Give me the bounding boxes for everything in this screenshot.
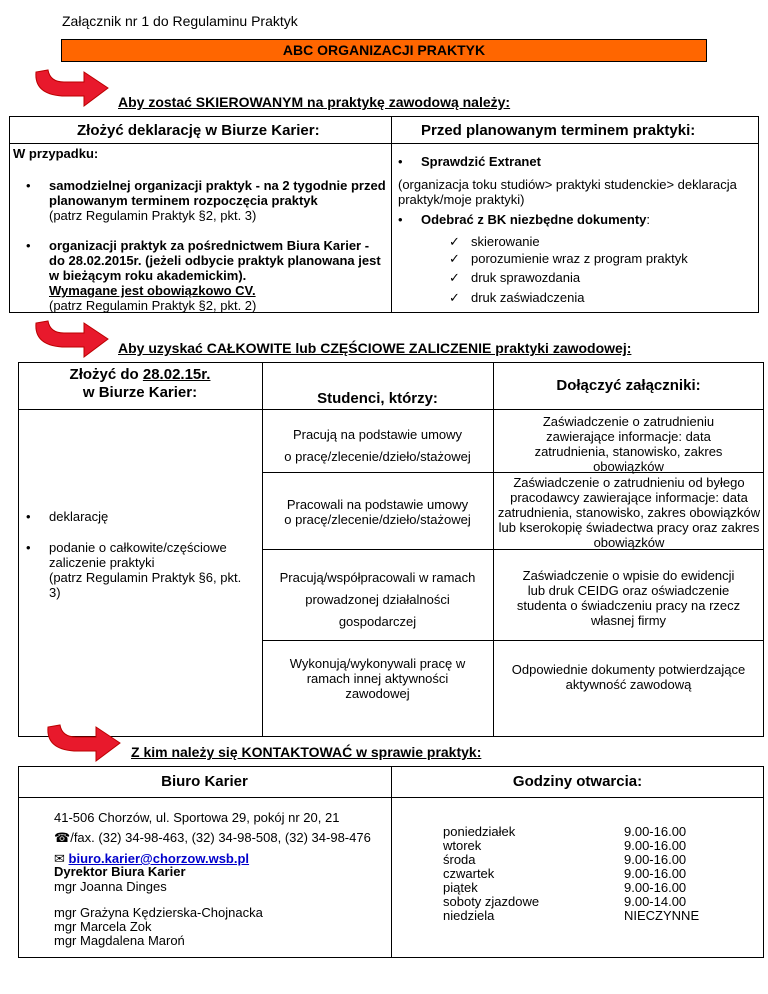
s1-left-item-1: samodzielnej organizacji praktyk - na 2 tygodnie przed planowanym terminem rozpoczęcia praktyk (patrz Regulamin Praktyk §2, pkt. 3): [49, 178, 386, 223]
bullet-icon: •: [26, 178, 31, 193]
page-title: ABC ORGANIZACJI PRAKTYK: [282, 42, 486, 58]
bullet-icon: •: [398, 154, 403, 169]
s1-check-item: skierowanie: [471, 234, 540, 249]
s1-check-item: druk zaświadczenia: [471, 290, 585, 305]
s2-row-students: Pracowali na podstawie umowy o pracę/zlecenie/dzieło/stażowej: [284, 497, 471, 527]
arrow-icon: [44, 721, 122, 765]
s3-right-header: Godziny otwarcia:: [512, 773, 643, 790]
opening-days: poniedziałek wtorek środa czwartek piątek soboty zjazdowe niedziela: [443, 824, 540, 923]
s2-row-students: Pracują/współpracowali w ramach prowadzonej działalności gospodarczej: [279, 570, 476, 629]
s1-right-item-1: Sprawdzić Extranet: [421, 154, 541, 169]
s1-left-item-2: organizacji praktyk za pośrednictwem Biura Karier - do 28.02.2015r. (jeżeli odbycie praktyk planowana jest w bieżącym roku akademickim). Wymagane jest obowiązkowo CV. (patrz Regulamin Praktyk §2, pkt. 2): [49, 238, 381, 313]
staff-name: mgr Grażyna Kędzierska-Chojnacka: [54, 905, 263, 920]
s1-check-item: druk sprawozdania: [471, 270, 581, 285]
check-icon: ✓: [449, 234, 460, 249]
opening-hours: 9.00-16.00 9.00-16.00 9.00-16.00 9.00-16.00 9.00-16.00 9.00-14.00 NIECZYNNE: [624, 824, 700, 923]
s2-col1-item: deklarację: [49, 509, 109, 524]
section2-heading: Aby uzyskać CAŁKOWITE lub CZĘŚCIOWE ZALICZENIE praktyki zawodowej:: [118, 340, 632, 356]
s2-row-students: Pracują na podstawie umowy o pracę/zlecenie/dzieło/stażowej: [284, 427, 471, 464]
s1-check-item: porozumienie wraz z program praktyk: [471, 251, 688, 266]
director-title: Dyrektor Biura Karier: [54, 864, 186, 879]
director-name: mgr Joanna Dinges: [54, 879, 167, 894]
address: 41-506 Chorzów, ul. Sportowa 29, pokój nr 20, 21: [54, 810, 340, 825]
s1-right-item-2: Odebrać z BK niezbędne dokumenty:: [421, 212, 650, 227]
s2-row-attach: Zaświadczenie o wpisie do ewidencji lub druk CEIDG oraz oświadczenie studenta o świadczeniu pracy na rzecz własnej firmy: [516, 568, 741, 628]
bullet-icon: •: [26, 238, 31, 253]
email-link[interactable]: biuro.karier@chorzow.wsb.pl: [68, 851, 250, 866]
arrow-icon: [32, 66, 110, 110]
check-icon: ✓: [449, 290, 460, 305]
s2-col3-header: Dołączyć załączniki:: [556, 377, 701, 394]
check-icon: ✓: [449, 270, 460, 285]
section3-heading: Z kim należy się KONTAKTOWAĆ w sprawie praktyk:: [131, 744, 482, 760]
s1-left-header: Złożyć deklarację w Biurze Karier:: [77, 122, 320, 139]
staff-name: mgr Marcela Zok: [54, 919, 152, 934]
s1-right-header: Przed planowanym terminem praktyki:: [421, 122, 696, 139]
s2-row-attach: Odpowiednie dokumenty potwierdzające aktywność zawodową: [511, 662, 746, 692]
bullet-icon: •: [26, 540, 31, 555]
check-icon: ✓: [449, 251, 460, 266]
s1-right-item-1-note: (organizacja toku studiów> praktyki studenckie> deklaracja praktyk/moje praktyki): [398, 177, 737, 207]
s2-col1-header: Złożyć do 28.02.15r. w Biurze Karier:: [69, 366, 211, 401]
s2-col2-header: Studenci, którzy:: [317, 390, 438, 407]
s2-row-attach: Zaświadczenie o zatrudnieniu od byłego pracodawcy zawierające informacje: data zatrudnienia, stanowisko, zakres obowiązków lub kserokopię świadectwa pracy oraz zakres obowiązków: [497, 475, 761, 550]
bullet-icon: •: [26, 509, 31, 524]
s1-left-intro: W przypadku:: [13, 146, 99, 161]
phone-line: ☎/fax. (32) 34-98-463, (32) 34-98-508, (32) 34-98-476: [54, 830, 371, 845]
arrow-icon: [32, 317, 110, 361]
phone-icon: ☎: [54, 830, 71, 845]
s2-col1-item: podanie o całkowite/częściowe zaliczenie praktyki (patrz Regulamin Praktyk §6, pkt. 3): [49, 540, 242, 600]
s3-left-header: Biuro Karier: [161, 773, 248, 790]
bullet-icon: •: [398, 212, 403, 227]
title-banner: [61, 39, 707, 62]
mail-icon: ✉: [54, 851, 65, 866]
section1-heading: Aby zostać SKIEROWANYM na praktykę zawodową należy:: [118, 94, 511, 110]
annex-label: Załącznik nr 1 do Regulaminu Praktyk: [62, 13, 298, 29]
s2-row-students: Wykonują/wykonywali pracę w ramach innej aktywności zawodowej: [289, 656, 466, 701]
staff-name: mgr Magdalena Maroń: [54, 933, 185, 948]
s2-row-attach: Zaświadczenie o zatrudnieniu zawierające informacje: data zatrudnienia, stanowisko, zakres obowiązków: [534, 414, 723, 474]
